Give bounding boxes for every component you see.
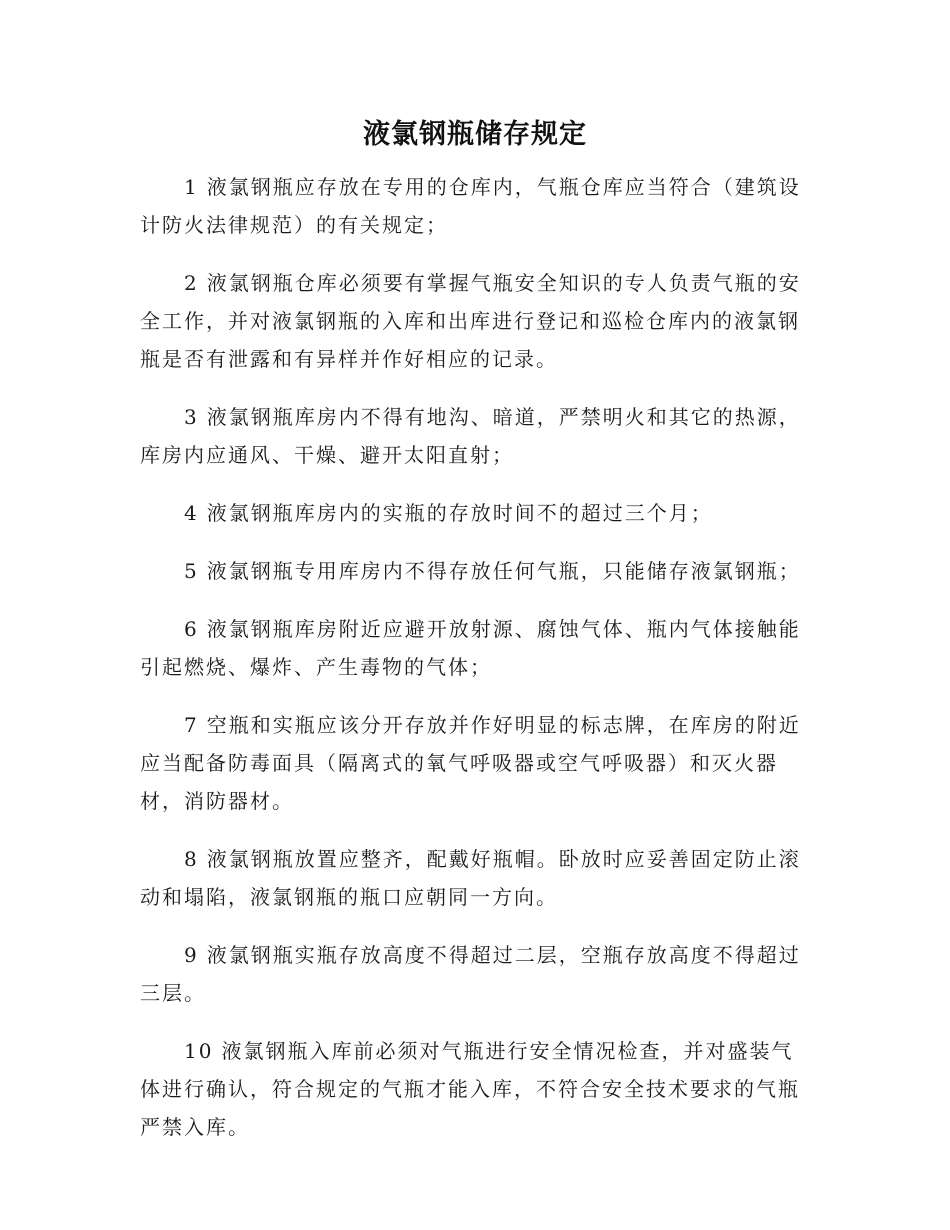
paragraph-text: 液氯钢瓶库房附近应避开放射源、腐蚀气体、瓶内气体接触能引起燃烧、爆炸、产生毒物的气体；	[140, 617, 801, 679]
paragraph-number: 3	[184, 405, 199, 429]
paragraph-number: 7	[184, 713, 199, 737]
paragraph-text: 空瓶和实瓶应该分开存放并作好明显的标志牌，在库房的附近应当配备防毒面具（隔离式的氧气呼吸器或空气呼吸器）和灭火器材，消防器材。	[140, 713, 801, 813]
paragraph-number: 5	[184, 559, 199, 583]
paragraph-number: 1	[184, 175, 199, 199]
paragraph-7	[140, 706, 812, 820]
paragraph-3	[140, 398, 812, 474]
paragraph-text: 液氯钢瓶专用库房内不得存放任何气瓶，只能储存液氯钢瓶；	[206, 559, 801, 583]
paragraph-text: 液氯钢瓶应存放在专用的仓库内，气瓶仓库应当符合（建筑设计防火法律规范）的有关规定；	[140, 175, 801, 237]
document-title: 液氯钢瓶储存规定	[363, 119, 587, 150]
paragraph-4	[140, 494, 812, 532]
paragraph-text: 液氯钢瓶放置应整齐，配戴好瓶帽。卧放时应妥善固定防止滚动和塌陷，液氯钢瓶的瓶口应朝同一方向。	[140, 847, 801, 909]
paragraph-number: 8	[184, 847, 199, 871]
paragraph-6	[140, 610, 812, 686]
paragraph-number: 10	[184, 1039, 214, 1063]
paragraph-text: 液氯钢瓶入库前必须对气瓶进行安全情况检查，并对盛装气体进行确认，符合规定的气瓶才能入库，不符合安全技术要求的气瓶严禁入库。	[140, 1039, 800, 1139]
paragraph-text: 液氯钢瓶仓库必须要有掌握气瓶安全知识的专人负责气瓶的安全工作，并对液氯钢瓶的入库和出库进行登记和巡检仓库内的液氯钢瓶是否有泄露和有异样并作好相应的记录。	[140, 271, 801, 371]
paragraph-10	[140, 1032, 812, 1146]
paragraph-9	[140, 936, 812, 1012]
paragraph-1	[140, 168, 812, 244]
paragraph-2	[140, 264, 812, 378]
paragraph-text: 液氯钢瓶库房内不得有地沟、暗道，严禁明火和其它的热源，库房内应通风、干燥、避开太阳直射；	[140, 405, 801, 467]
paragraph-text: 液氯钢瓶实瓶存放高度不得超过二层，空瓶存放高度不得超过三层。	[140, 943, 801, 1005]
paragraph-5	[140, 552, 812, 590]
paragraph-number: 2	[184, 271, 199, 295]
paragraph-number: 4	[184, 501, 199, 525]
paragraph-8	[140, 840, 812, 916]
paragraph-number: 6	[184, 617, 199, 641]
document-body	[140, 168, 812, 1166]
paragraph-text: 液氯钢瓶库房内的实瓶的存放时间不的超过三个月；	[206, 501, 713, 525]
paragraph-number: 9	[184, 943, 199, 967]
